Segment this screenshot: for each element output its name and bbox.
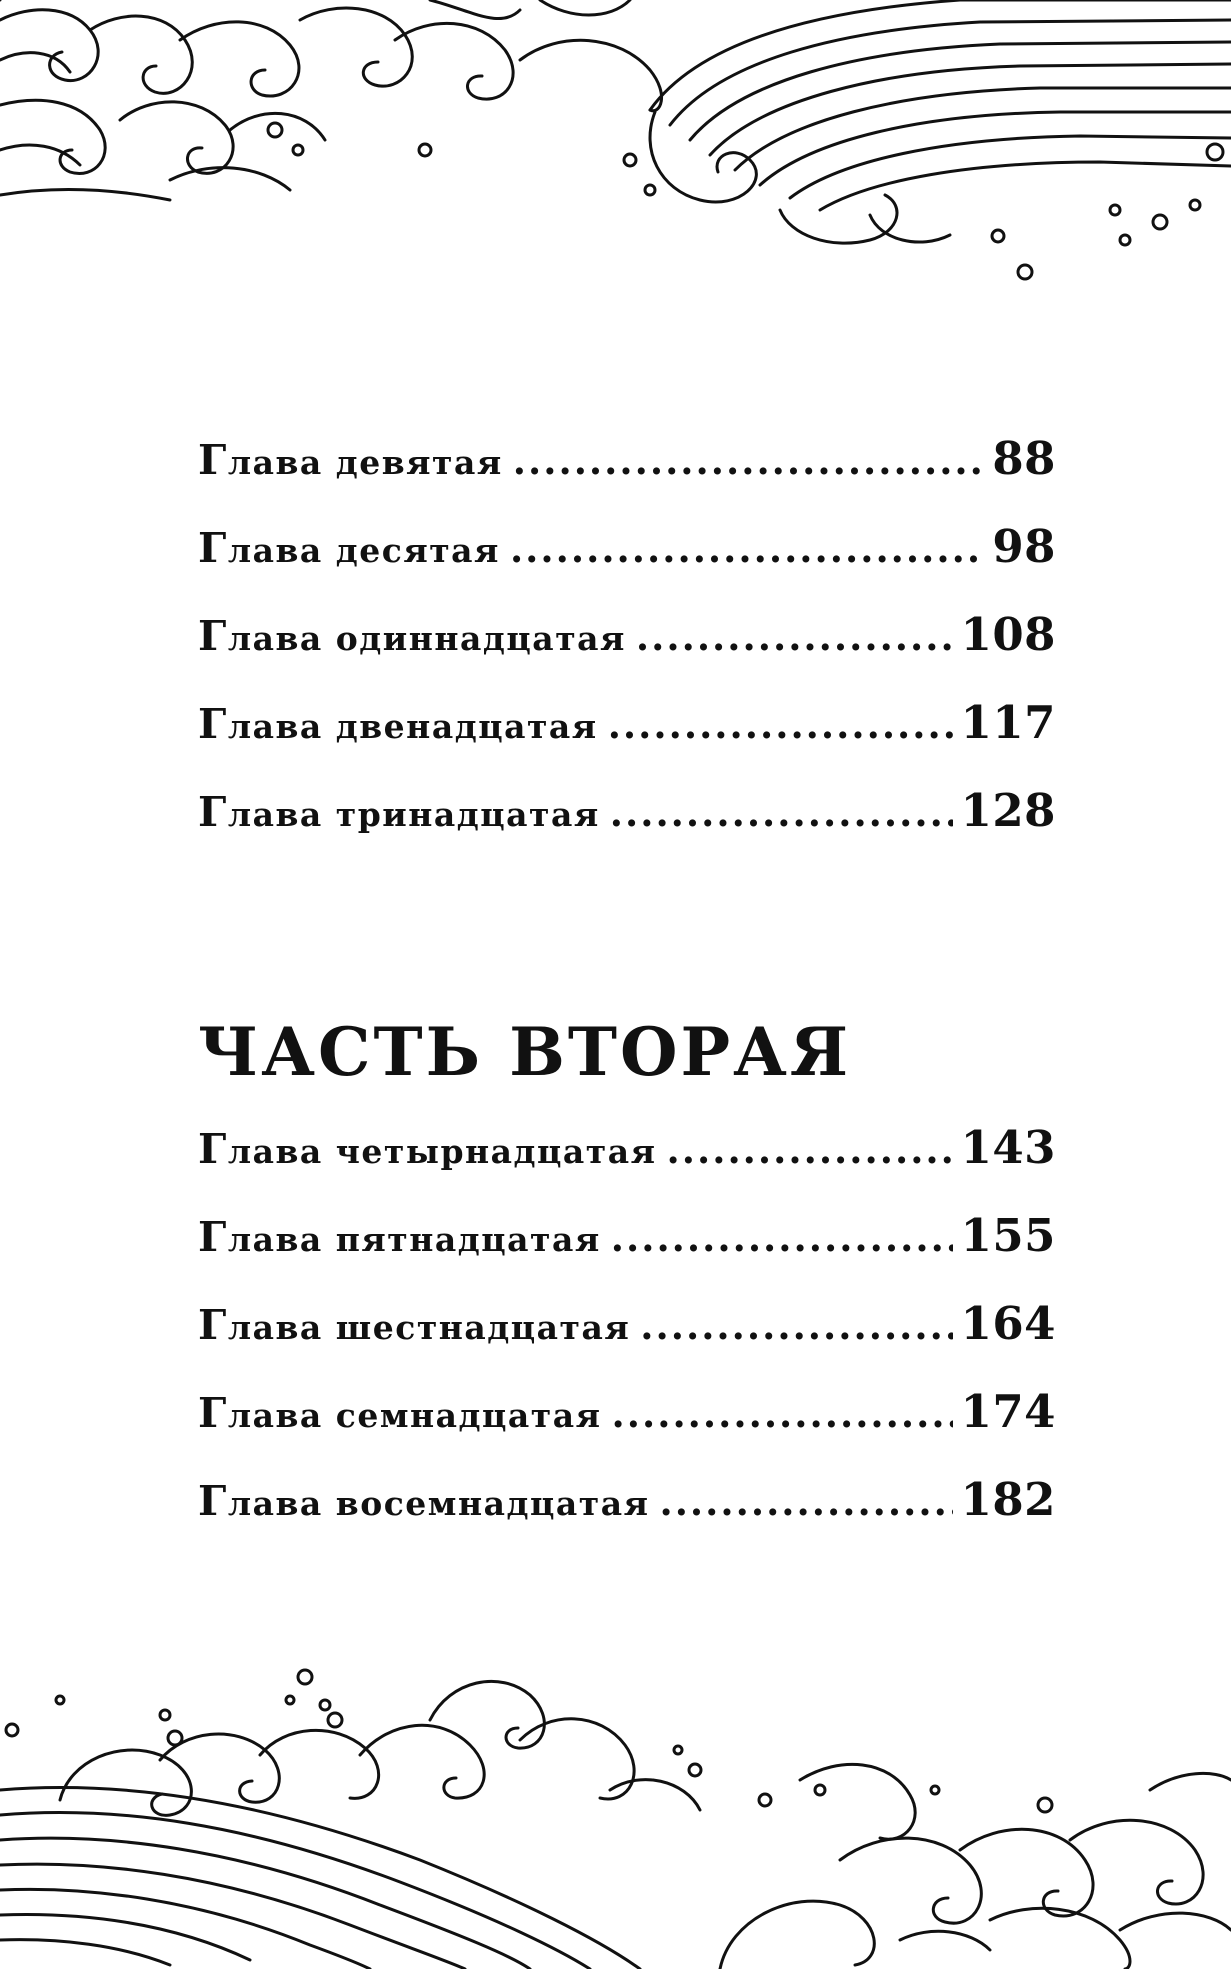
dot-leader [636,593,953,681]
toc-entry [198,1192,1056,1280]
top-wave-ornament-icon [0,0,1231,290]
toc-block-part-one [198,415,1056,855]
page-number: 143 [960,1121,1056,1174]
page-number: 182 [960,1473,1056,1526]
chapter-title: Глава восемнадцатая [198,1477,650,1525]
toc-entry [198,1368,1056,1456]
toc-entry [198,591,1056,679]
chapter-title: Глава четырнадцатая [198,1125,657,1173]
dot-leader [612,1370,953,1458]
page-number: 108 [960,608,1056,661]
page-number: 155 [960,1209,1056,1262]
dot-leader [640,1282,952,1370]
dot-leader [611,1194,953,1282]
chapter-title: Глава пятнадцатая [198,1213,601,1261]
page-number: 174 [960,1385,1056,1438]
part-heading: ЧАСТЬ ВТОРАЯ [198,1013,852,1091]
chapter-title: Глава тринадцатая [198,788,600,836]
toc-entry [198,767,1056,855]
toc-entry [198,1104,1056,1192]
bottom-wave-ornament-icon [0,1660,1231,1969]
toc-entry [198,503,1056,591]
chapter-title: Глава одиннадцатая [198,612,626,660]
toc-block-part-two [198,1012,1056,1544]
chapter-title: Глава девятая [198,436,503,484]
dot-leader [659,1458,952,1546]
dot-leader [608,681,953,769]
dot-leader [610,769,953,857]
dot-leader [510,505,984,593]
toc-entry [198,415,1056,503]
page-number: 128 [960,784,1056,837]
chapter-title: Глава шестнадцатая [198,1301,631,1349]
toc-entry [198,679,1056,767]
dot-leader [667,1106,953,1194]
toc-entry [198,1456,1056,1544]
page-number: 164 [960,1297,1056,1350]
chapter-title: Глава семнадцатая [198,1389,602,1437]
toc-entry [198,1280,1056,1368]
page-number: 88 [992,432,1056,485]
chapter-title: Глава десятая [198,524,500,572]
dot-leader [513,417,985,505]
chapter-title: Глава двенадцатая [198,700,598,748]
page-number: 117 [960,696,1056,749]
page-number: 98 [992,520,1056,573]
